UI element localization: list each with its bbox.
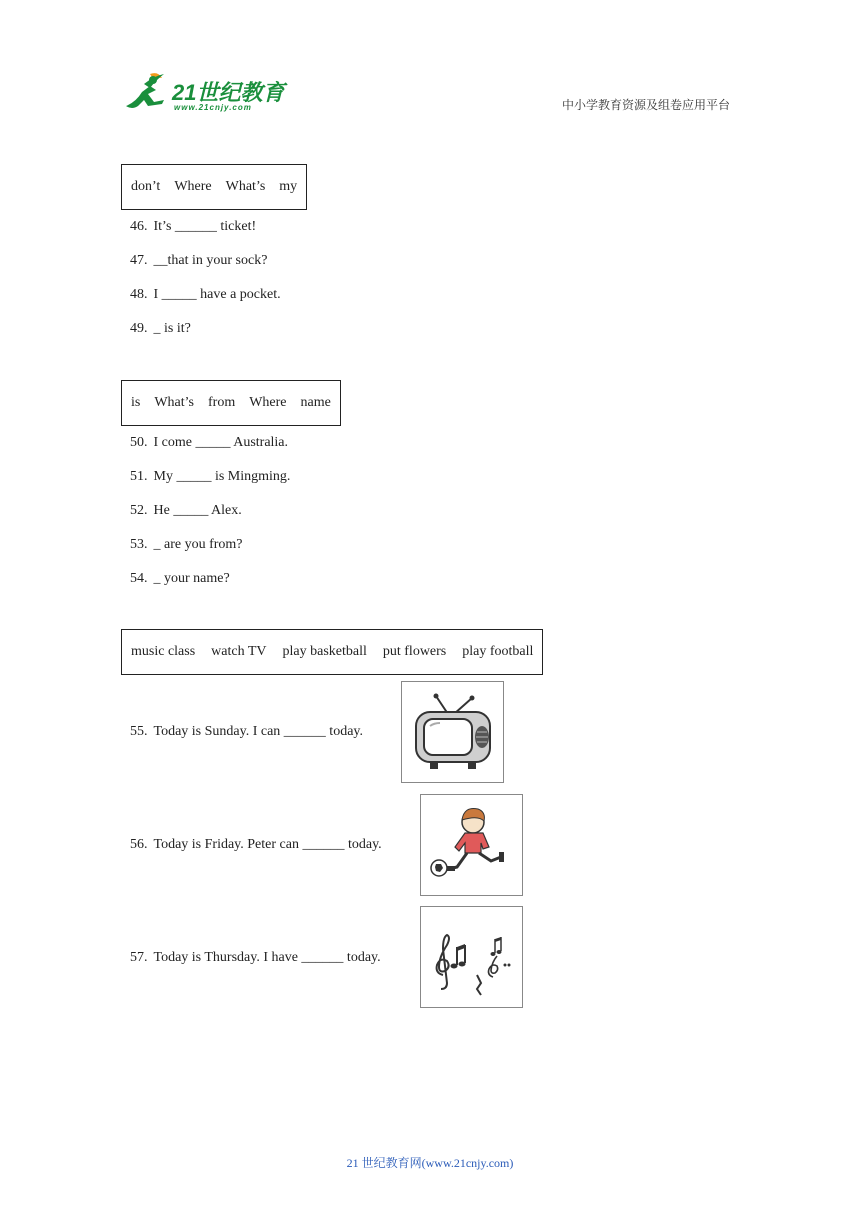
music-notes-icon bbox=[427, 917, 517, 997]
tv-picture bbox=[401, 681, 504, 783]
word-bank-item: is bbox=[131, 395, 141, 410]
word-bank-item: Where bbox=[249, 395, 287, 410]
question-49 bbox=[130, 321, 191, 337]
word-bank-item: name bbox=[300, 395, 331, 410]
word-bank-item: What’s bbox=[225, 179, 266, 194]
question-text: _ your name? bbox=[153, 571, 230, 586]
question-number: 49. bbox=[130, 321, 148, 336]
question-text: My _____ is Mingming. bbox=[153, 469, 291, 484]
question-number: 55. bbox=[130, 724, 148, 739]
footer-text: 21 世纪教育网(www.21cnjy.com) bbox=[346, 1156, 514, 1170]
platform-title: 中小学教育资源及组卷应用平台 bbox=[561, 98, 730, 112]
word-bank-item: What’s bbox=[154, 395, 194, 410]
word-bank-item: watch TV bbox=[211, 644, 267, 659]
question-text: __that in your sock? bbox=[153, 253, 268, 268]
word-bank-item: my bbox=[279, 179, 298, 194]
question-text: Today is Thursday. I have ______ today. bbox=[153, 950, 381, 965]
question-54 bbox=[130, 571, 230, 587]
question-55 bbox=[130, 724, 363, 740]
question-number: 53. bbox=[130, 537, 148, 552]
question-number: 47. bbox=[130, 253, 148, 268]
word-bank-item: from bbox=[208, 395, 236, 410]
football-picture bbox=[420, 794, 523, 896]
question-51 bbox=[130, 469, 290, 485]
question-number: 46. bbox=[130, 219, 148, 234]
question-number: 48. bbox=[130, 287, 148, 302]
word-bank-item: don’t bbox=[131, 179, 161, 194]
question-57 bbox=[130, 950, 381, 966]
music-picture bbox=[420, 906, 523, 1008]
question-text: It’s ______ ticket! bbox=[153, 219, 257, 234]
question-text: Today is Friday. Peter can ______ today. bbox=[153, 837, 382, 852]
question-number: 50. bbox=[130, 435, 148, 450]
word-bank-item: music class bbox=[131, 644, 196, 659]
question-46 bbox=[130, 219, 256, 235]
word-bank-item: put flowers bbox=[382, 644, 447, 659]
question-text: Today is Sunday. I can ______ today. bbox=[153, 724, 364, 739]
word-bank-item: play basketball bbox=[282, 644, 367, 659]
word-bank-2 bbox=[121, 380, 341, 426]
question-53 bbox=[130, 537, 243, 553]
site-logo bbox=[122, 70, 292, 116]
question-number: 51. bbox=[130, 469, 148, 484]
question-number: 57. bbox=[130, 950, 148, 965]
question-50 bbox=[130, 435, 288, 451]
word-bank-item: Where bbox=[174, 179, 212, 194]
tv-icon bbox=[410, 692, 496, 772]
question-48 bbox=[130, 287, 281, 303]
word-bank-item: play football bbox=[462, 644, 534, 659]
question-text: I come _____ Australia. bbox=[153, 435, 289, 450]
question-text: _ is it? bbox=[153, 321, 191, 336]
question-number: 54. bbox=[130, 571, 148, 586]
question-47 bbox=[130, 253, 267, 269]
word-bank-1 bbox=[121, 164, 307, 210]
question-text: I _____ have a pocket. bbox=[153, 287, 281, 302]
question-text: _ are you from? bbox=[153, 537, 243, 552]
question-52 bbox=[130, 503, 242, 519]
football-player-icon bbox=[427, 802, 517, 888]
logo-url: www.21cnjy.com bbox=[174, 103, 252, 112]
question-number: 52. bbox=[130, 503, 148, 518]
logo-text: 21世纪教育 bbox=[172, 80, 285, 105]
question-56 bbox=[130, 837, 382, 853]
question-number: 56. bbox=[130, 837, 148, 852]
question-text: He _____ Alex. bbox=[153, 503, 242, 518]
word-bank-3 bbox=[121, 629, 543, 675]
